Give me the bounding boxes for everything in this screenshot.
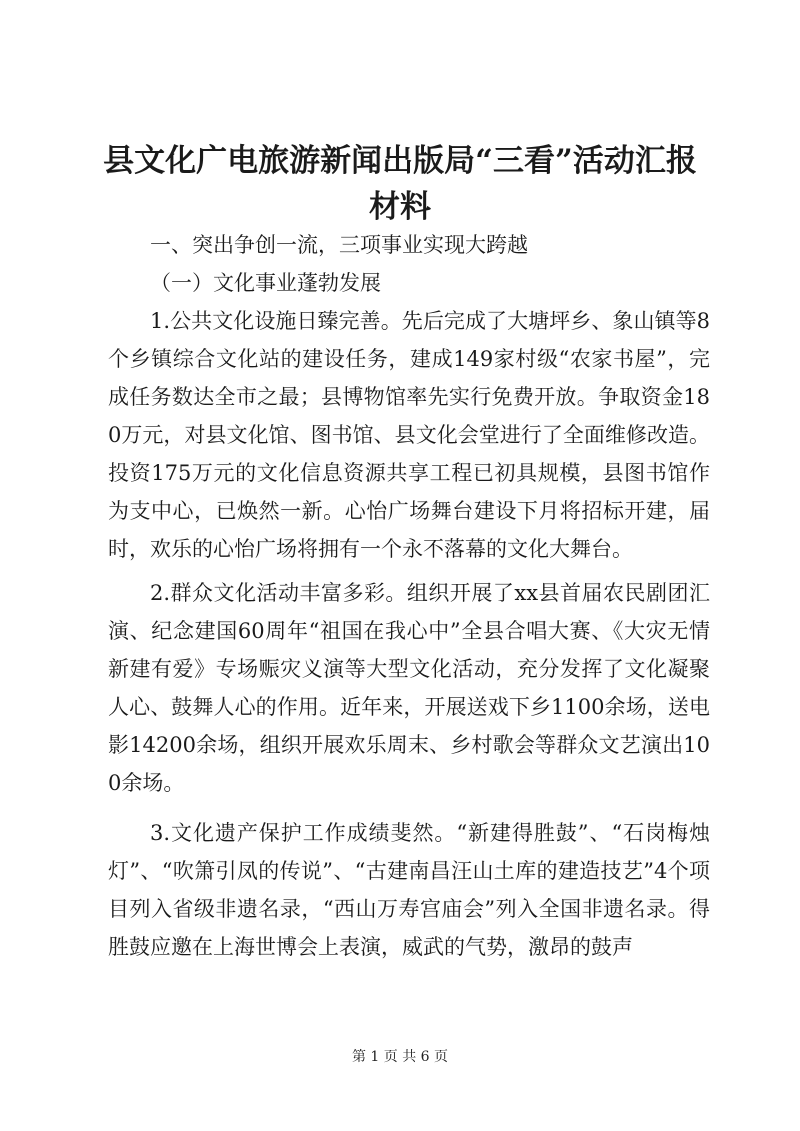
paragraph-public-facilities: 1.公共文化设施日臻完善。先后完成了大塘坪乡、象山镇等8个乡镇综合文化站的建设任务，建成149家村级“农家书屋”，完成任务数达全市之最；县博物馆率先实行免费开放。争取资金180万元，对县文化馆、图书馆、县文化会堂进行了全面维修改造。投资175万元的文化信息资源共享工程已初具规模，县图书馆作为支中心，已焕然一新。心怡广场舞台建设下月将招标开建，届时，欢乐的心怡广场将拥有一个永不落幕的文化大舞台。: [108, 309, 710, 561]
document-body: [108, 226, 710, 966]
section-heading: 一、突出争创一流，三项事业实现大跨越: [150, 233, 528, 257]
paragraph-cultural-heritage: 3.文化遗产保护工作成绩斐然。“新建得胜鼓”、“石岗梅烛灯”、“吹箫引凤的传说”、“古建南昌汪山土库的建造技艺”4个项目列入省级非遗名录，“西山万寿宫庙会”列入全国非遗名录。得胜鼓应邀在上海世博会上表演，威武的气势，激昂的鼓声: [108, 821, 710, 959]
page-footer: 第 1 页 共 6 页: [351, 1049, 449, 1065]
paragraph-mass-culture: 2.群众文化活动丰富多彩。组织开展了xx县首届农民剧团汇演、纪念建国60周年“祖国在我心中”全县合唱大赛、《大灾无情新建有爱》专场赈灾义演等大型文化活动，充分发挥了文化凝聚人心、鼓舞人心的作用。近年来，开展送戏下乡1100余场，送电影14200余场，组织开展欢乐周末、乡村歌会等群众文艺演出100余场。: [108, 581, 710, 795]
subsection-heading: （一）文化事业蓬勃发展: [150, 271, 381, 295]
document-title: 县文化广电旅游新闻出版局“三看”活动汇报材料: [103, 143, 697, 225]
